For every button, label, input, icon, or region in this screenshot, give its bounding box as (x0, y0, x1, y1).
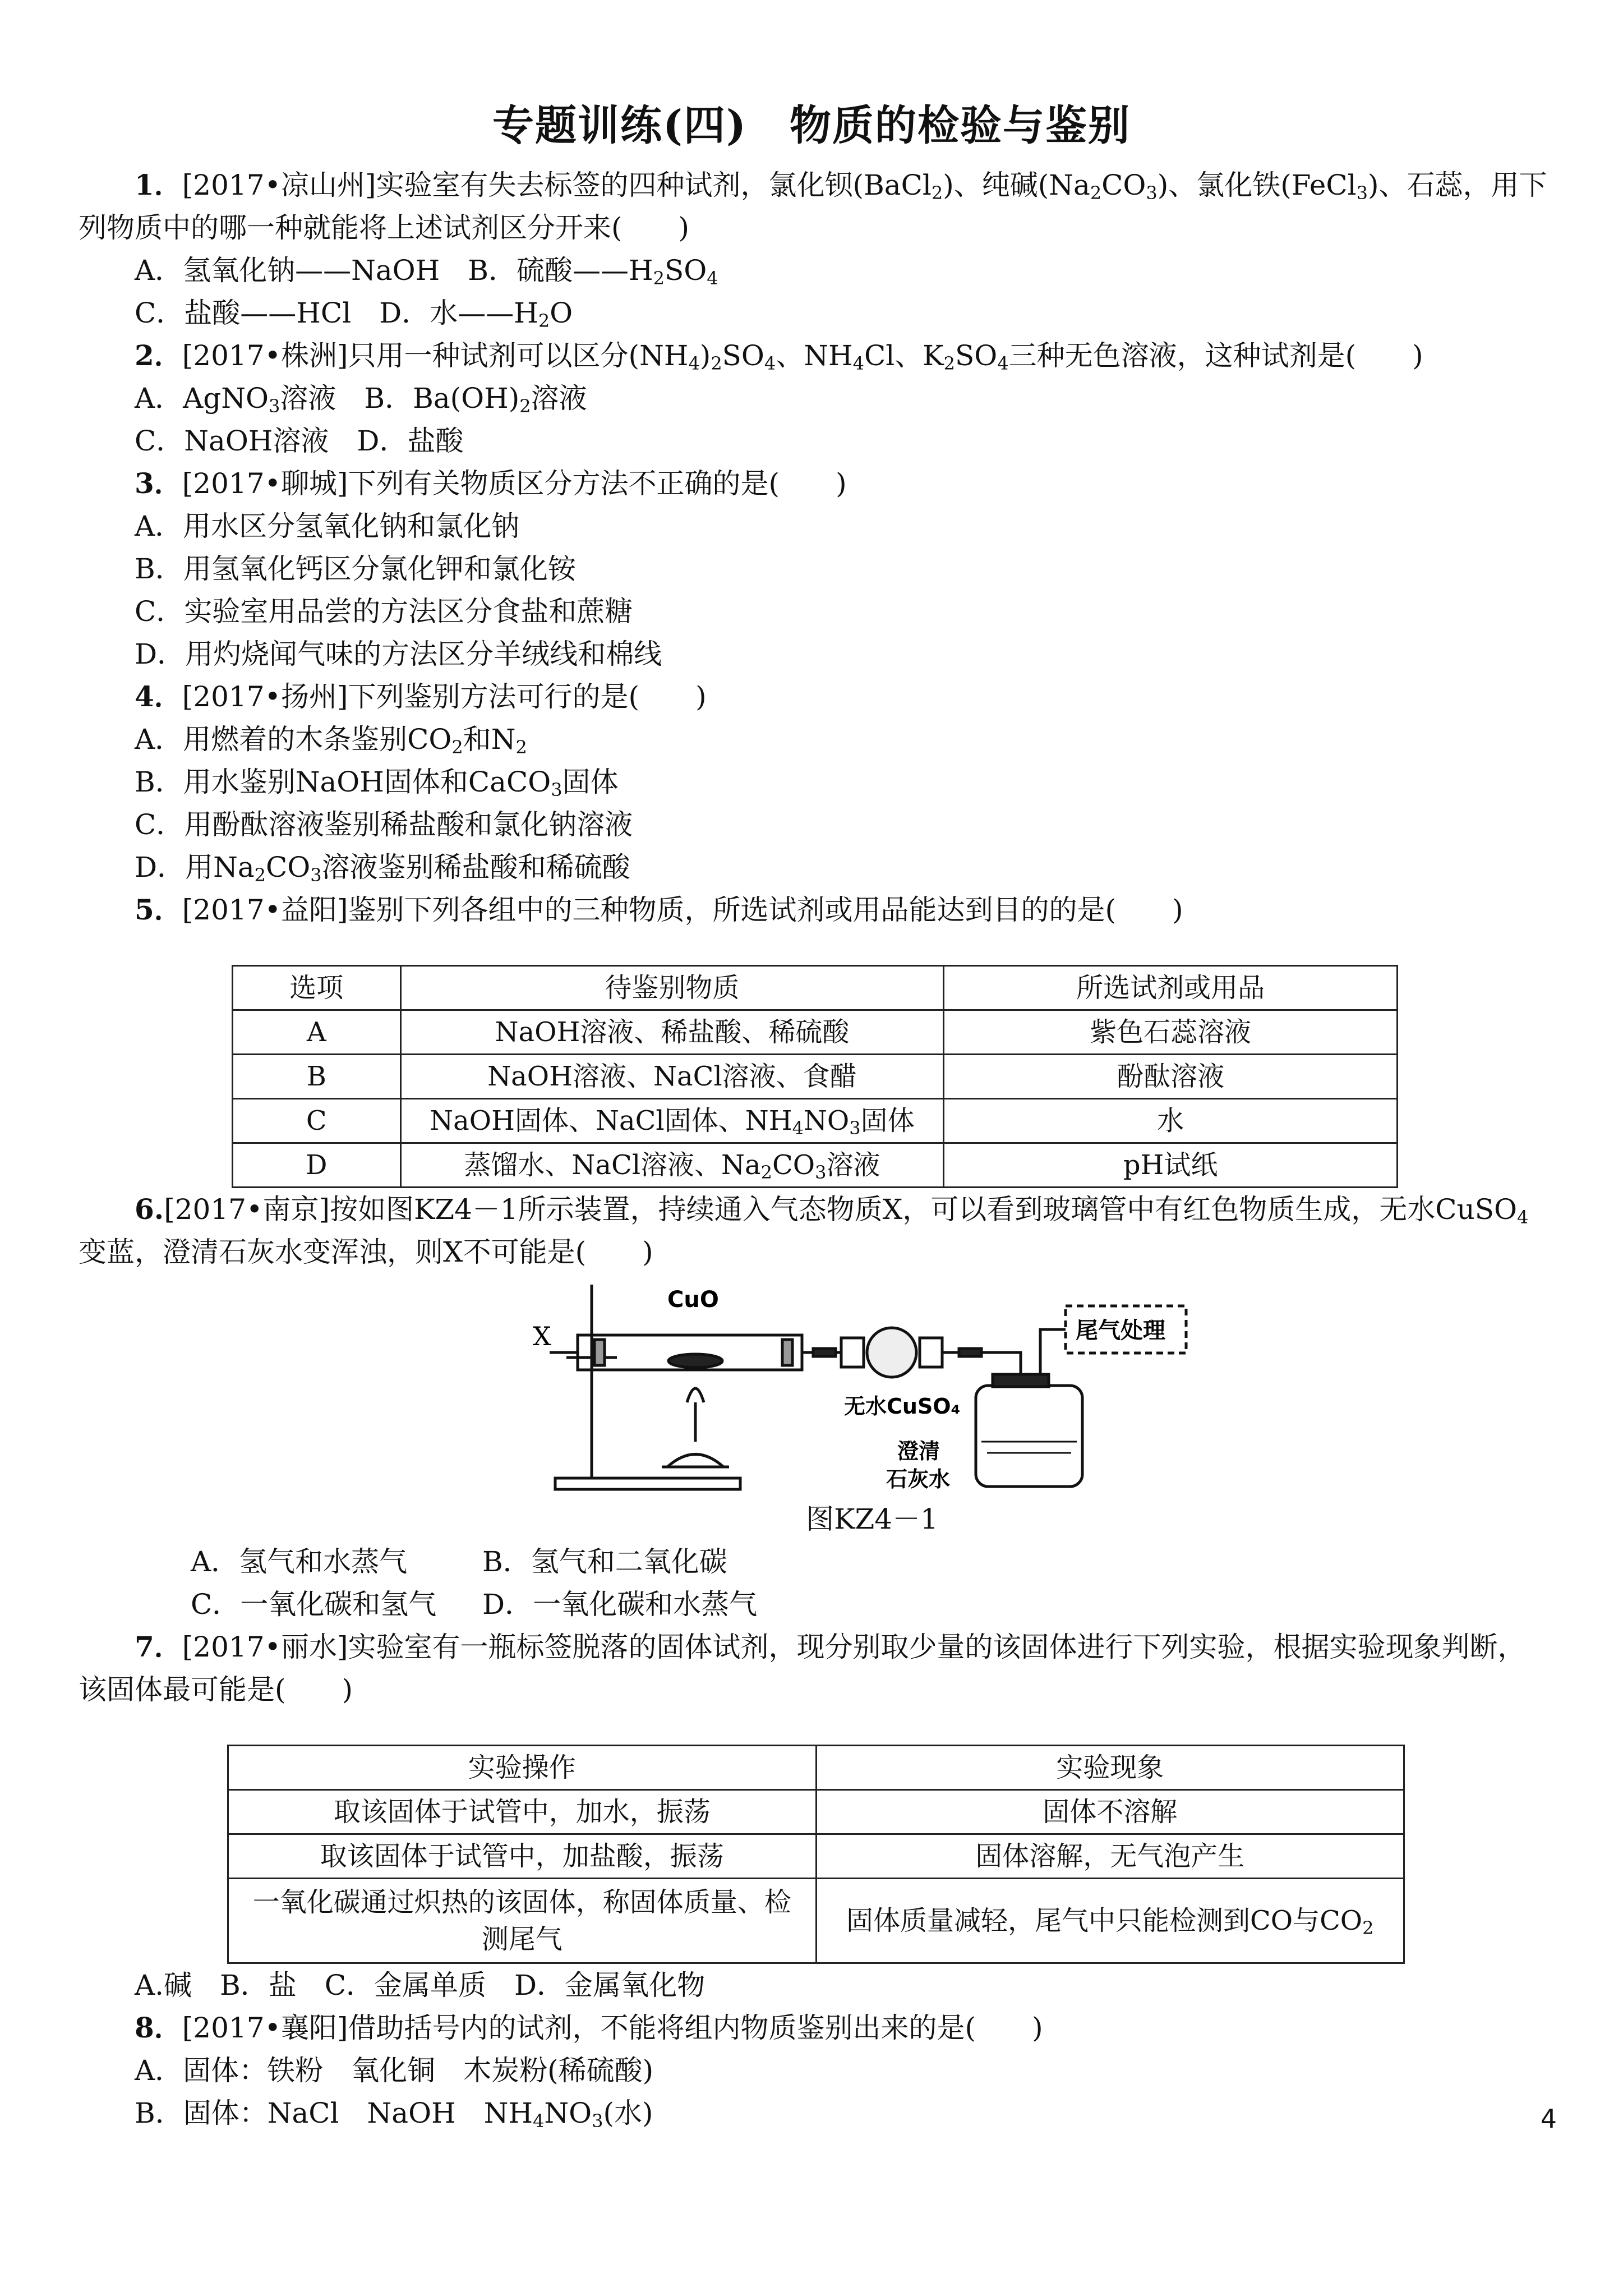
apparatus-figure (79, 1273, 1553, 1498)
table-cell: 固体不溶解 (816, 1790, 1404, 1834)
question-text: 实验室有一瓶标签脱落的固体试剂，现分别取少量的该固体进行下列实验，根据实验现象判断，该固体最可能是( ) (79, 1631, 1526, 1706)
question-source: [2017•株洲] (182, 339, 348, 372)
question-text: 只用一种试剂可以区分$(NH_4)_2SO_4$、$NH_4Cl$、$K_2SO_4$三种无色溶液，这种试剂是( ) (348, 339, 1423, 374)
question-number: 2． (135, 339, 182, 372)
question-3 (79, 462, 1553, 505)
question-number: 3． (135, 467, 182, 500)
table-row (228, 1879, 1404, 1963)
question-source: [2017•扬州] (182, 680, 348, 713)
page-number: 4 (1540, 2104, 1557, 2134)
table-cell: 紫色石蕊溶液 (944, 1010, 1398, 1055)
question-source: [2017•襄阳] (182, 2012, 348, 2044)
table-cell: D (233, 1143, 401, 1188)
table-header-cell: 实验操作 (228, 1746, 817, 1790)
table-cell: 固体质量减轻，尾气中只能检测到CO与$CO_2$ (816, 1879, 1404, 1963)
table-header-row (228, 1746, 1404, 1790)
spacer (79, 1711, 1553, 1745)
q3-option-d: D．用灼烧闻气味的方法区分羊绒线和棉线 (135, 638, 662, 670)
question-8 (79, 2007, 1553, 2049)
q2-options-ab: A．AgNO$_3$溶液 B．$Ba(OH)_2$溶液 (135, 382, 587, 417)
q4-option-d: D．用$Na_2CO_3$溶液鉴别稀盐酸和稀硫酸 (135, 851, 630, 886)
q1-options-ab: A．氢氧化钠——NaOH B．硫酸$——H_2SO_4$ (135, 254, 718, 289)
q3-option-c: C．实验室用品尝的方法区分食盐和蔗糖 (135, 595, 633, 628)
question-2 (79, 334, 1553, 377)
table-cell: pH试纸 (944, 1143, 1398, 1188)
figure-caption: 图KZ4－1 (806, 1503, 938, 1535)
question-text: 下列有关物质区分方法不正确的是( ) (348, 467, 847, 500)
table-row (233, 1055, 1398, 1099)
table-cell: 取该固体于试管中，加盐酸，振荡 (228, 1834, 817, 1879)
label-tail-gas: 尾气处理 (1076, 1318, 1165, 1343)
question-source: [2017•南京] (164, 1193, 330, 1226)
question-number: 1． (135, 168, 182, 201)
q6-option-b: B．氢气和二氧化碳 (482, 1545, 727, 1578)
q7-table (227, 1745, 1405, 1964)
question-1 (79, 164, 1553, 249)
table-row (228, 1834, 1404, 1879)
q3-option-b: B．用氢氧化钙区分氯化钾和氯化铵 (135, 553, 576, 585)
table-cell: C (233, 1099, 401, 1143)
question-number: 5． (135, 893, 182, 926)
label-lime-1: 澄清 (897, 1439, 940, 1464)
question-6 (79, 1188, 1553, 1273)
table-cell: B (233, 1055, 401, 1099)
label-cuso4: 无水CuSO₄ (844, 1394, 961, 1419)
q4-option-a: A．用燃着的木条鉴别$CO_2$和$N_2$ (135, 723, 527, 758)
question-number: 8． (135, 2011, 182, 2044)
question-source: [2017•益阳] (182, 894, 348, 926)
q7-options: A.碱 B．盐 C．金属单质 D．金属氧化物 (135, 1969, 706, 2001)
question-7 (79, 1626, 1553, 1711)
question-text: 借助括号内的试剂，不能将组内物质鉴别出来的是( ) (348, 2012, 1043, 2044)
q6-options-ab (79, 1540, 1553, 1583)
question-text: 实验室有失去标签的四种试剂，氯化钡(BaCl$_2$)、纯碱$(Na_2CO_3)$、氯化铁(FeCl$_3$)、石蕊，用下列物质中的哪一种就能将上述试剂区分开来( ) (79, 169, 1547, 244)
q8-option-b: B．固体：NaCl NaOH $NH_4NO_3$(水) (135, 2097, 653, 2132)
q2-options-cd: C．NaOH溶液 D．盐酸 (135, 425, 464, 457)
table-row (233, 1010, 1398, 1055)
table-header-cell: 选项 (233, 966, 401, 1010)
spacer (79, 931, 1553, 965)
question-number: 6. (135, 1193, 164, 1226)
q6-options-cd (79, 1583, 1553, 1626)
question-text: 下列鉴别方法可行的是( ) (348, 680, 707, 713)
question-number: 4． (135, 680, 182, 713)
table-cell: A (233, 1010, 401, 1055)
question-text: 按如图KZ4－1所示装置，持续通入气态物质X，可以看到玻璃管中有红色物质生成，无水CuSO$_4$变蓝，澄清石灰水变浑浊，则X不可能是( ) (79, 1193, 1529, 1268)
table-cell: NaOH溶液、NaCl溶液、食醋 (400, 1055, 944, 1099)
label-lime-2: 石灰水 (886, 1467, 951, 1492)
q1-options-cd: C．盐酸——HCl D．水$——H_2O$ (135, 297, 573, 332)
table-header-cell: 所选试剂或用品 (944, 966, 1398, 1010)
q4-option-c: C．用酚酞溶液鉴别稀盐酸和氯化钠溶液 (135, 808, 633, 841)
table-cell: 水 (944, 1099, 1398, 1143)
q6-option-c: C．一氧化碳和氢气 (191, 1588, 437, 1621)
question-source: [2017•凉山州] (182, 169, 376, 201)
table-cell: 一氧化碳通过炽热的该固体，称固体质量、检测尾气 (228, 1879, 817, 1963)
question-source: [2017•丽水] (182, 1631, 348, 1663)
table-cell: 蒸馏水、NaCl溶液、$Na_2CO_3$溶液 (400, 1143, 944, 1188)
table-cell: 取该固体于试管中，加水，振荡 (228, 1790, 817, 1834)
table-row (233, 1099, 1398, 1143)
question-4 (79, 675, 1553, 718)
q3-option-a: A．用水区分氢氧化钠和氯化钠 (135, 510, 520, 542)
table-header-cell: 待鉴别物质 (400, 966, 944, 1010)
label-cuo: CuO (667, 1287, 719, 1313)
apparatus-diagram (527, 1273, 1256, 1498)
table-cell: 固体溶解，无气泡产生 (816, 1834, 1404, 1879)
table-cell: NaOH溶液、稀盐酸、稀硫酸 (400, 1010, 944, 1055)
table-cell: NaOH固体、NaCl固体、$NH_4NO_3$固体 (400, 1099, 944, 1143)
q6-option-d: D．一氧化碳和水蒸气 (482, 1588, 758, 1621)
question-source: [2017•聊城] (182, 467, 348, 500)
q6-option-a: A．氢气和水蒸气 (191, 1545, 408, 1578)
table-header-row (233, 966, 1398, 1010)
q8-option-a: A．固体：铁粉 氧化铜 木炭粉(稀硫酸) (135, 2054, 654, 2087)
table-cell: 酚酞溶液 (944, 1055, 1398, 1099)
question-5 (79, 889, 1553, 931)
question-number: 7． (135, 1630, 182, 1663)
table-header-cell: 实验现象 (816, 1746, 1404, 1790)
question-text: 鉴别下列各组中的三种物质，所选试剂或用品能达到目的的是( ) (348, 894, 1183, 926)
label-x: X (533, 1321, 551, 1351)
table-row (228, 1790, 1404, 1834)
q4-option-b: B．用水鉴别NaOH固体和CaCO$_3$固体 (135, 766, 619, 800)
table-row (233, 1143, 1398, 1188)
question-list (79, 164, 1553, 2134)
q5-table (232, 965, 1398, 1188)
page-title: 专题训练(四) 物质的检验与鉴别 (492, 102, 1131, 150)
